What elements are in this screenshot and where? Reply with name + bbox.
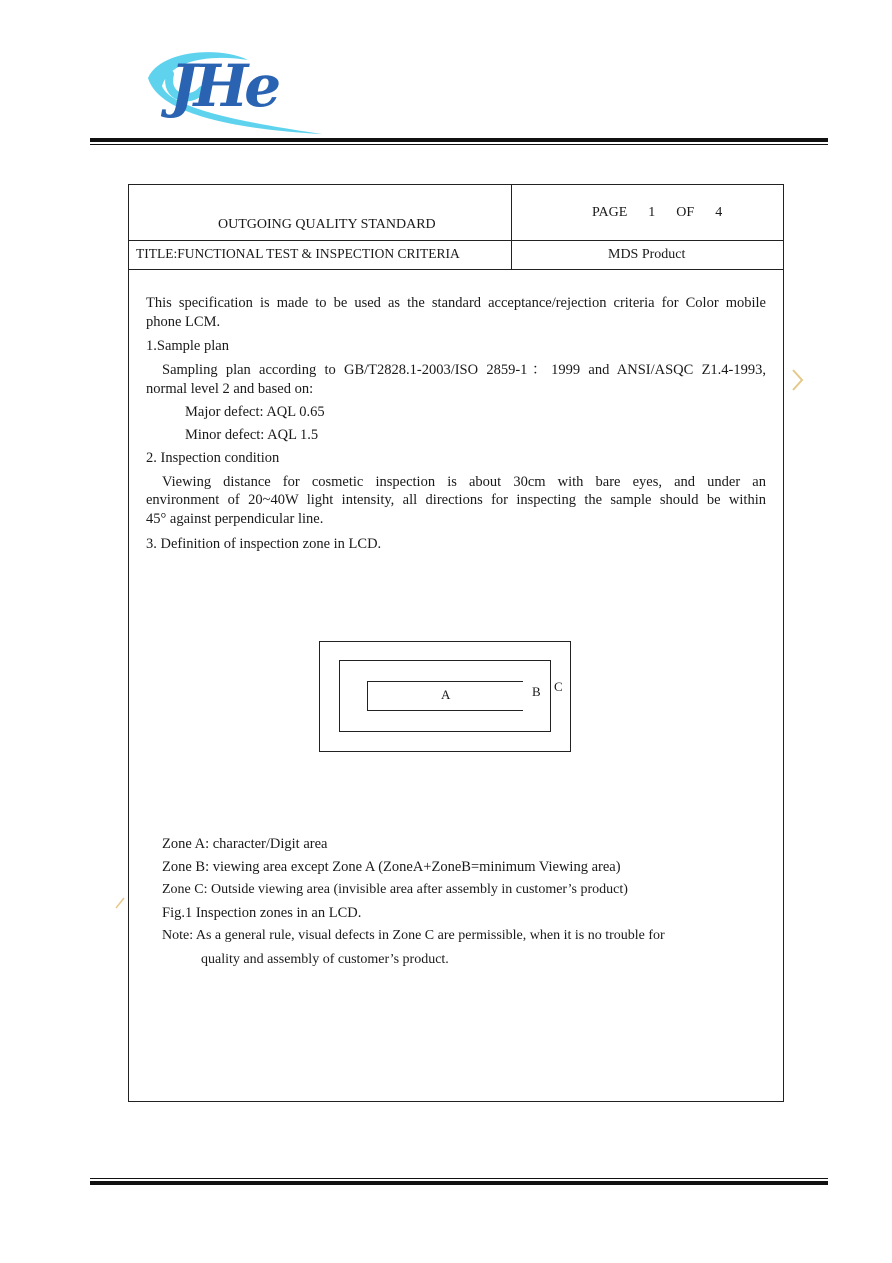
- note-line-2: quality and assembly of customer’s product.: [201, 952, 449, 967]
- section-2-line-3: 45° against perpendicular line.: [146, 511, 324, 527]
- company-logo: [140, 38, 340, 138]
- title-line: TITLE:FUNCTIONAL TEST & INSPECTION CRITERIA: [136, 246, 460, 261]
- section-1-line-2: normal level 2 and based on:: [146, 381, 314, 397]
- page-current: 1: [648, 205, 656, 220]
- zone-c-label: C: [554, 679, 563, 694]
- major-defect: Major defect: AQL 0.65: [185, 404, 325, 420]
- section-1-line-1: Sampling plan according to GB/T2828.1-2003/ISO 2859-1：1999 and ANSI/ASQC Z1.4-1993,: [162, 362, 766, 378]
- decorative-tick-icon: [115, 896, 125, 910]
- section-3-heading: 3. Definition of inspection zone in LCD.: [146, 536, 382, 552]
- section-2-line-1: Viewing distance for cosmetic inspection is about 30cm with bare eyes, and under an: [162, 474, 766, 490]
- header-divider: [511, 185, 512, 269]
- page-label: PAGE: [592, 205, 628, 220]
- intro-line-1: This specification is made to be used as the standard acceptance/rejection criteria for Color mobile: [146, 295, 766, 311]
- decorative-chevron-icon: [792, 368, 804, 392]
- section-2-heading: 2. Inspection condition: [146, 450, 280, 466]
- figure-caption: Fig.1 Inspection zones in an LCD.: [162, 905, 362, 921]
- note-line-1: Note: As a general rule, visual defects in Zone C are permissible, when it is no trouble for: [162, 928, 665, 943]
- zone-b-label: B: [532, 684, 541, 699]
- section-2-line-2: environment of 20~40W light intensity, all directions for inspecting the sample should be within: [146, 492, 766, 508]
- page-total: 4: [715, 205, 723, 220]
- product-name: MDS Product: [608, 247, 686, 262]
- top-rule: [90, 138, 828, 145]
- intro-line-2: phone LCM.: [146, 314, 221, 330]
- zone-a-label: A: [441, 687, 451, 702]
- page-indicator: [592, 205, 722, 221]
- zone-b-description: Zone B: viewing area except Zone A (ZoneA+ZoneB=minimum Viewing area): [162, 859, 621, 875]
- section-1-heading: 1.Sample plan: [146, 338, 229, 354]
- page-of: OF: [676, 205, 695, 220]
- zone-a-description: Zone A: character/Digit area: [162, 836, 328, 852]
- doc-title: OUTGOING QUALITY STANDARD: [218, 217, 436, 232]
- zone-c-description: Zone C: Outside viewing area (invisible area after assembly in customer’s product): [162, 882, 628, 897]
- minor-defect: Minor defect: AQL 1.5: [185, 427, 319, 443]
- bottom-rule: [90, 1178, 828, 1185]
- logo-wordmark: JHe: [170, 52, 278, 120]
